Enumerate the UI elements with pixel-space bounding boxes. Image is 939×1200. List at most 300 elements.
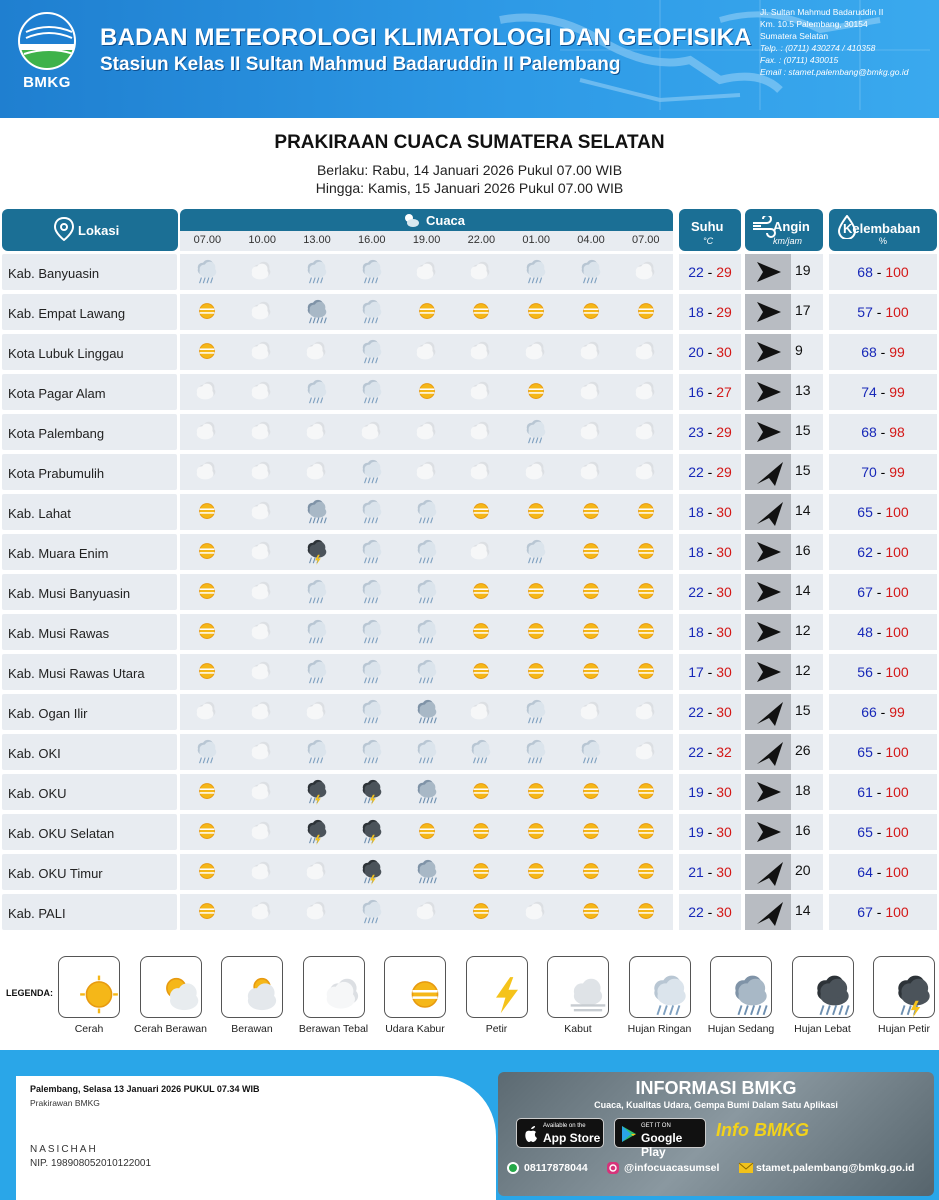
address-line: Km. 10.5 Palembang, 30154 [760,19,868,29]
light-rain-icon [304,619,330,645]
temp-min: 22 [688,464,704,480]
humidity-min: 61 [857,784,873,800]
wind-cell [745,894,823,930]
wind-speed: 18 [795,782,811,798]
moderate-rain-icon [414,779,440,805]
location-name: Kab. OKU Timur [2,854,177,890]
wind-direction-icon [745,694,791,730]
wind-direction-icon [745,294,791,330]
location-name: Kota Pagar Alam [2,374,177,410]
email-line: Email : stamet.palembang@bmkg.go.id [760,67,909,77]
light-rain-icon [359,259,385,285]
haze-icon [633,539,659,565]
legend-item [221,956,283,1035]
wind-direction-icon [745,854,791,890]
overcast-icon [523,339,549,365]
weather-cells [180,734,673,770]
light-rain-icon [414,739,440,765]
haze-icon [578,539,604,565]
wind-speed: 15 [795,462,811,478]
moderate-rain-icon [414,699,440,725]
table-row [0,734,939,770]
temp-min: 22 [688,704,704,720]
temp-max: 30 [716,784,732,800]
temp-max: 30 [716,824,732,840]
light-rain-icon [359,739,385,765]
legend-item [466,956,528,1035]
wind-speed: 12 [795,622,811,638]
legend-label: Hujan Ringan [627,1023,692,1035]
temp-max: 30 [716,864,732,880]
legend-item [873,956,935,1035]
overcast-icon [633,739,659,765]
wind-direction-icon [745,254,791,290]
instagram-icon [606,1161,620,1175]
overcast-icon [304,899,330,925]
location-header-label: Lokasi [78,223,120,238]
haze-icon [633,619,659,645]
light-rain-icon [414,619,440,645]
temperature-range: 19 - 30 [679,814,741,850]
haze-icon [468,899,494,925]
haze-icon [194,859,220,885]
thunderstorm-icon [304,779,330,805]
haze-icon [523,619,549,645]
weather-header [180,209,673,251]
overcast-icon [249,779,275,805]
wind-unit: km/jam [773,236,802,246]
overcast-icon [414,259,440,285]
wind-cell [745,334,823,370]
location-name: Kab. Empat Lawang [2,294,177,330]
temperature-range: 16 - 27 [679,374,741,410]
light-rain-icon [359,659,385,685]
humidity-range: 74 - 99 [829,374,937,410]
app-store-button[interactable] [516,1118,604,1148]
temperature-range: 18 - 30 [679,494,741,530]
temp-max: 29 [716,264,732,280]
wind-direction-icon [745,814,791,850]
overcast-icon [468,379,494,405]
light-rain-icon [359,379,385,405]
overcast-icon [578,379,604,405]
humidity-range: 68 - 99 [829,334,937,370]
contact-instagram[interactable]: @infocuacasumsel [624,1162,720,1174]
humidity-range: 61 - 100 [829,774,937,810]
info-panel [498,1072,934,1196]
legend-box [221,956,283,1018]
legend-box [58,956,120,1018]
light-rain-icon [523,539,549,565]
app-store-label: App Store [543,1131,601,1145]
weather-cells [180,374,673,410]
weather-cells [180,694,673,730]
valid-from: Berlaku: Rabu, 14 Januari 2026 Pukul 07.00 WIB [316,162,623,178]
humidity-min: 67 [857,904,873,920]
temp-min: 18 [688,624,704,640]
temperature-range: 22 - 30 [679,894,741,930]
weather-cells [180,334,673,370]
wind-speed: 14 [795,902,811,918]
humidity-max: 99 [889,344,905,360]
temp-max: 30 [716,344,732,360]
temperature-range: 22 - 30 [679,574,741,610]
google-play-button[interactable] [614,1118,706,1159]
wind-speed: 14 [795,502,811,518]
overcast-icon [249,819,275,845]
humidity-max: 99 [889,384,905,400]
wind-cell [745,534,823,570]
legend-item [134,956,207,1035]
overcast-icon [249,299,275,325]
overcast-icon [468,339,494,365]
legend-box [792,956,854,1018]
wind-direction-icon [745,454,791,490]
location-pin-icon [54,217,74,241]
temp-max: 30 [716,584,732,600]
legend-box [303,956,365,1018]
legend-label: Hujan Petir [878,1023,930,1035]
table-row [0,894,939,930]
weather-cells [180,494,673,530]
issued-line: Palembang, Selasa 13 Januari 2026 PUKUL 07.34 WIB [30,1084,260,1094]
overcast-icon [304,339,330,365]
temp-max: 30 [716,904,732,920]
haze-icon [468,779,494,805]
overcast-icon [414,339,440,365]
haze-icon [414,379,440,405]
contact-email[interactable]: stamet.palembang@bmkg.go.id [756,1162,915,1174]
temp-max: 29 [716,464,732,480]
haze-icon [414,299,440,325]
temp-min: 16 [688,384,704,400]
weather-cells [180,454,673,490]
weather-cells [180,614,673,650]
overcast-icon [249,379,275,405]
temp-max: 30 [716,544,732,560]
light-rain-icon [523,259,549,285]
temp-max: 32 [716,744,732,760]
haze-icon [194,339,220,365]
humidity-min: 57 [857,304,873,320]
humidity-max: 100 [885,624,909,640]
wind-direction-icon [745,494,791,530]
temperature-range: 17 - 30 [679,654,741,690]
light-rain-icon [304,579,330,605]
humidity-max: 100 [885,664,909,680]
legend-label: Berawan Tebal [298,1023,369,1035]
light-rain-icon [359,299,385,325]
legend-item [298,956,369,1035]
thunderstorm-icon [359,859,385,885]
haze-icon [578,859,604,885]
wind-cell [745,574,823,610]
contact-phone[interactable]: 08117878044 [524,1162,588,1174]
info-subtitle: Cuaca, Kualitas Udara, Gempa Bumi Dalam Satu Aplikasi [594,1100,838,1110]
wind-cell [745,654,823,690]
haze-icon [523,819,549,845]
wind-cell [745,454,823,490]
humidity-range: 48 - 100 [829,614,937,650]
light-rain-icon [359,339,385,365]
overcast-icon [633,699,659,725]
overcast-icon [414,899,440,925]
table-row [0,854,939,890]
google-play-small: GET IT ON [641,1123,671,1129]
haze-icon [633,579,659,605]
legend-label: Petir [485,1023,508,1035]
weather-cells [180,294,673,330]
overcast-icon [249,419,275,445]
wind-cell [745,374,823,410]
legend-label: Hujan Lebat [794,1023,851,1035]
wind-cell [745,774,823,810]
humidity-range: 67 - 100 [829,574,937,610]
wind-speed: 16 [795,542,811,558]
overcast-icon [578,339,604,365]
table-row [0,614,939,650]
haze-icon [468,579,494,605]
wind-speed: 13 [795,382,811,398]
location-name: Kab. Musi Rawas [2,614,177,650]
overcast-icon [249,459,275,485]
humidity-range: 56 - 100 [829,654,937,690]
time-label: 07.00 [193,234,222,246]
humidity-max: 100 [885,864,909,880]
overcast-icon [194,419,220,445]
legend-label: Cerah [74,1023,104,1035]
wind-direction-icon [745,894,791,930]
light-rain-icon [304,379,330,405]
overcast-icon [633,459,659,485]
overcast-icon [249,619,275,645]
humidity-header [829,209,937,251]
time-label: 13.00 [303,234,331,246]
wind-cell [745,734,823,770]
legend-box [710,956,772,1018]
haze-icon [194,539,220,565]
info-bmkg-brand: Info BMKG [716,1120,809,1140]
location-name: Kota Palembang [2,414,177,450]
humidity-min: 68 [861,424,877,440]
light-rain-icon [359,459,385,485]
time-label: 01.00 [522,234,550,246]
weather-cells [180,854,673,890]
light-rain-icon [578,259,604,285]
light-rain-icon [359,899,385,925]
haze-icon [578,819,604,845]
weather-cells [180,534,673,570]
humidity-min: 62 [857,544,873,560]
wind-speed: 15 [795,702,811,718]
wind-speed: 16 [795,822,811,838]
overcast-icon [414,459,440,485]
light-rain-icon [359,619,385,645]
weather-cells [180,414,673,450]
legend-box [140,956,202,1018]
location-header [2,209,178,251]
location-name: Kab. Muara Enim [2,534,177,570]
wind-direction-icon [745,534,791,570]
haze-icon [523,299,549,325]
light-rain-icon [523,739,549,765]
legend-label: Kabut [564,1023,592,1035]
overcast-icon [249,659,275,685]
humidity-max: 98 [889,424,905,440]
time-label: 22.00 [467,234,496,246]
wind-direction-icon [745,414,791,450]
org-name: BADAN METEOROLOGI KLIMATOLOGI DAN GEOFISIKA [100,24,752,51]
overcast-icon [194,459,220,485]
haze-icon [414,819,440,845]
haze-icon [633,859,659,885]
moderate-rain-icon [304,499,330,525]
light-rain-icon [194,259,220,285]
temperature-range: 18 - 30 [679,614,741,650]
cloud-sun-icon [402,211,420,229]
temperature-range: 22 - 30 [679,694,741,730]
overcast-icon [633,339,659,365]
temp-max: 30 [716,624,732,640]
temp-min: 22 [688,584,704,600]
overcast-icon [578,699,604,725]
wind-direction-icon [745,734,791,770]
humidity-max: 100 [885,904,909,920]
address-line: Jl. Sultan Mahmud Badaruddin II [760,7,884,17]
haze-icon [578,659,604,685]
overcast-icon [468,259,494,285]
temp-min: 18 [688,544,704,560]
wind-cell [745,614,823,650]
bmkg-logo [14,12,80,92]
light-rain-icon [414,539,440,565]
legend-item [384,956,446,1035]
overcast-icon [523,899,549,925]
table-row [0,414,939,450]
haze-icon [633,779,659,805]
haze-icon [578,579,604,605]
humidity-min: 70 [861,464,877,480]
temperature-range: 20 - 30 [679,334,741,370]
temp-min: 22 [688,264,704,280]
overcast-icon [249,699,275,725]
overcast-icon [468,699,494,725]
wind-cell [745,494,823,530]
legend-label: Hujan Sedang [707,1023,775,1035]
haze-icon [523,579,549,605]
temp-min: 19 [688,824,704,840]
humidity-min: 65 [857,744,873,760]
table-row [0,694,939,730]
location-name: Kab. OKI [2,734,177,770]
thunderstorm-icon [304,539,330,565]
overcast-icon [523,459,549,485]
overcast-icon [578,459,604,485]
table-row [0,494,939,530]
table-row [0,774,939,810]
humidity-max: 99 [889,464,905,480]
humidity-header-label: Kelembaban [843,221,921,236]
humidity-range: 62 - 100 [829,534,937,570]
haze-icon [468,299,494,325]
temperature-range: 18 - 29 [679,294,741,330]
haze-icon [633,299,659,325]
fax-line: Fax. : (0711) 430015 [760,55,839,65]
temp-unit: °C [703,236,714,246]
wind-direction-icon [745,774,791,810]
wind-speed: 14 [795,582,811,598]
haze-icon [578,619,604,645]
overcast-icon [359,419,385,445]
table-row [0,454,939,490]
temp-max: 29 [716,304,732,320]
thunderstorm-icon [359,779,385,805]
light-rain-icon [414,659,440,685]
location-name: Kota Prabumulih [2,454,177,490]
haze-icon [578,299,604,325]
haze-icon [194,779,220,805]
table-row [0,294,939,330]
light-rain-icon [359,579,385,605]
temp-min: 17 [688,664,704,680]
humidity-min: 56 [857,664,873,680]
table-row [0,534,939,570]
temperature-range: 23 - 29 [679,414,741,450]
wind-cell [745,414,823,450]
overcast-icon [304,699,330,725]
humidity-max: 100 [885,824,909,840]
light-rain-icon [359,539,385,565]
humidity-range: 65 - 100 [829,494,937,530]
table-row [0,574,939,610]
weather-cells [180,574,673,610]
wind-direction-icon [745,574,791,610]
legend-box [466,956,528,1018]
overcast-icon [249,899,275,925]
haze-icon [523,499,549,525]
humidity-range: 57 - 100 [829,294,937,330]
weather-cells [180,654,673,690]
overcast-icon [249,499,275,525]
humidity-max: 99 [889,704,905,720]
wind-speed: 19 [795,262,811,278]
haze-icon [194,819,220,845]
time-label: 16.00 [358,234,386,246]
temp-min: 18 [688,304,704,320]
location-name: Kab. Lahat [2,494,177,530]
haze-icon [523,659,549,685]
haze-icon [194,579,220,605]
humidity-max: 100 [885,304,909,320]
haze-icon [468,859,494,885]
time-label: 07.00 [632,234,660,246]
temperature-range: 19 - 30 [679,774,741,810]
table-row [0,254,939,290]
weather-header-label: Cuaca [426,213,466,228]
haze-icon [578,499,604,525]
logo-text: BMKG [23,74,71,91]
light-rain-icon [304,659,330,685]
haze-icon [633,499,659,525]
haze-icon [468,619,494,645]
light-rain-icon [523,419,549,445]
humidity-unit: % [879,236,888,246]
legend-title: LEGENDA: [6,988,53,998]
humidity-min: 66 [861,704,877,720]
overcast-icon [249,259,275,285]
humidity-min: 65 [857,824,873,840]
humidity-min: 68 [857,264,873,280]
